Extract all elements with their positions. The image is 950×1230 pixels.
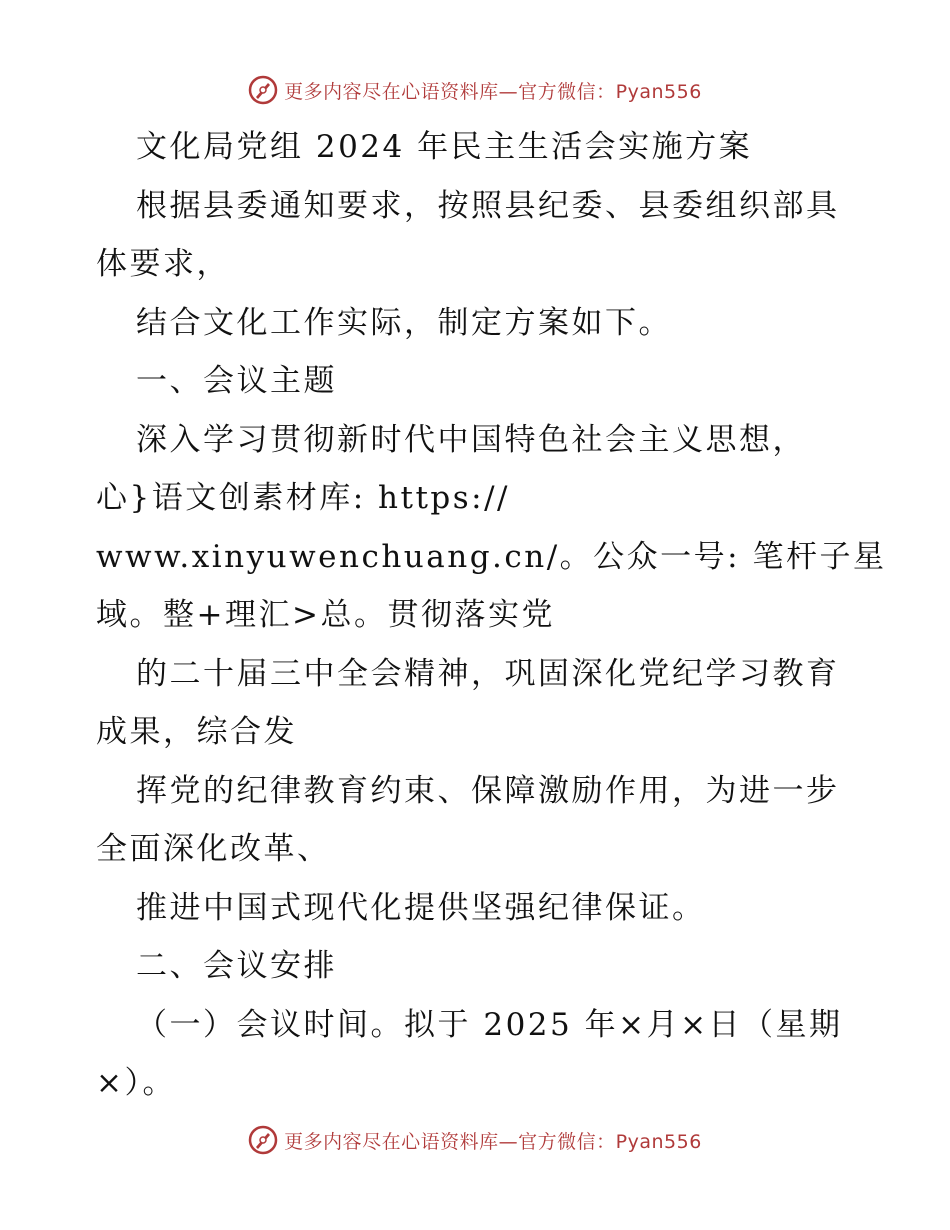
text-line: 根据县委通知要求，按照县纪委、县委组织部具 (136, 187, 840, 224)
text-line: 体要求， (96, 246, 230, 282)
text-line: 心}语文创素材库: https:// (96, 480, 510, 516)
text-line: 推进中国式现代化提供坚强纪律保证。 (136, 889, 706, 926)
document-body (96, 118, 887, 1113)
text-line: 挥党的纪律教育约束、保障激励作用，为进一步 (136, 772, 840, 809)
watermark-banner-bottom (0, 1120, 950, 1160)
quill-logo-icon (248, 75, 278, 105)
watermark-text: 更多内容尽在心语资料库—官方微信：Pyan556 (284, 80, 702, 103)
quill-logo-icon (248, 1125, 278, 1155)
text-line: 深入学习贯彻新时代中国特色社会主义思想， (136, 421, 806, 458)
text-line: 文化局党组 2024 年民主生活会实施方案 (136, 129, 753, 165)
text-line: 二、会议安排 (136, 948, 337, 984)
text-line: www.xinyuwenchuang.cn/。公众一号: 笔杆子星 (96, 538, 887, 575)
text-line: 域。整+理汇>总。贯彻落实党 (96, 597, 555, 633)
text-line: 全面深化改革、 (96, 831, 331, 867)
text-line: （一）会议时间。拟于 2025 年×月×日（星期 (136, 1006, 843, 1043)
text-line: 一、会议主题 (136, 363, 337, 399)
text-line: ×）。 (96, 1065, 176, 1101)
text-line: 结合文化工作实际，制定方案如下。 (136, 304, 672, 341)
text-line: 的二十届三中全会精神，巩固深化党纪学习教育 (136, 655, 840, 692)
text-line: 成果，综合发 (96, 714, 297, 750)
watermark-banner-top (0, 70, 950, 110)
watermark-text: 更多内容尽在心语资料库—官方微信：Pyan556 (284, 1130, 702, 1153)
